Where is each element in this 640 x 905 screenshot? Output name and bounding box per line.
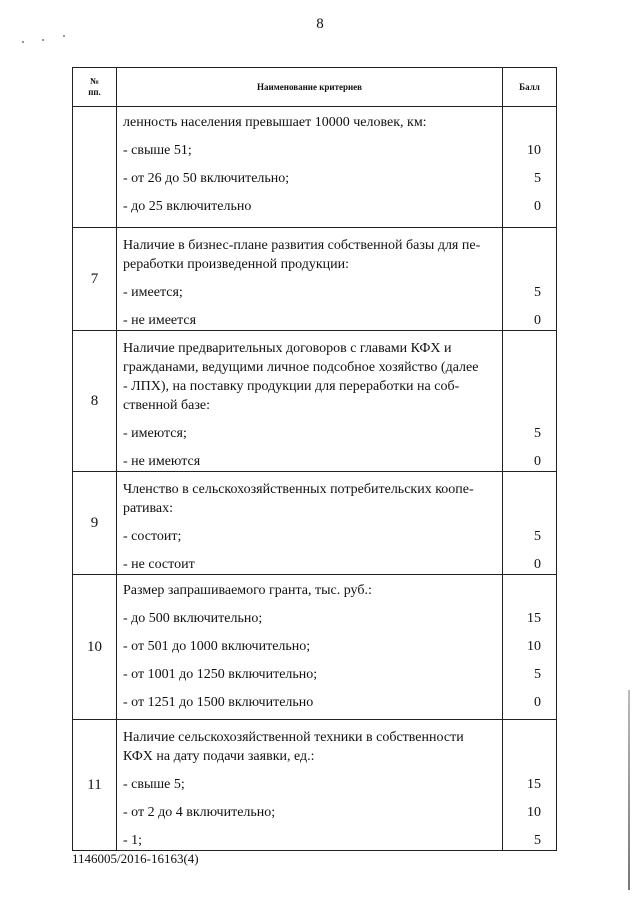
option-score: 5 — [534, 833, 541, 848]
option-label: - имеется; — [123, 285, 183, 300]
page-number: 8 — [316, 16, 324, 32]
option-score: 5 — [534, 426, 541, 441]
option-score: 0 — [534, 454, 541, 469]
option-score: 10 — [527, 639, 541, 654]
option-label: - от 1001 до 1250 включительно; — [123, 667, 318, 682]
row-number: 8 — [73, 331, 117, 472]
row-number: 9 — [73, 472, 117, 575]
score-cell — [503, 228, 557, 331]
criteria-title-line: реработки произведенной продукции: — [123, 257, 350, 272]
option-label: - от 501 до 1000 включительно; — [123, 639, 311, 654]
option-label: - свыше 51; — [123, 143, 192, 158]
option-label: - состоит; — [123, 529, 182, 544]
scan-speck — [22, 41, 24, 43]
criteria-description — [117, 575, 503, 720]
criteria-rows — [73, 107, 557, 851]
option-label: - до 500 включительно; — [123, 611, 263, 626]
option-label: - свыше 5; — [123, 777, 185, 792]
criteria-title-line: Размер запрашиваемого гранта, тыс. руб.: — [123, 583, 372, 598]
criteria-title-line: КФХ на дату подачи заявки, ед.: — [123, 749, 315, 764]
row-number: 10 — [73, 575, 117, 720]
option-score: 0 — [534, 557, 541, 572]
document-code: 1146005/2016-16163(4) — [72, 851, 199, 866]
row-number: 11 — [73, 720, 117, 851]
option-label: - не состоит — [123, 557, 195, 572]
criteria-description — [117, 107, 503, 228]
option-label: - не имеются — [123, 454, 201, 469]
criteria-title-line: - ЛПХ), на поставку продукции для переработки на соб- — [123, 379, 460, 394]
table-header-row — [73, 68, 557, 107]
option-score: 5 — [534, 171, 541, 186]
criteria-title-line: Наличие в бизнес-плане развития собственной базы для пе- — [123, 238, 481, 253]
score-cell — [503, 472, 557, 575]
criteria-description — [117, 720, 503, 851]
option-label: - от 2 до 4 включительно; — [123, 805, 276, 820]
option-label: - до 25 включительно — [123, 199, 252, 214]
header-number — [73, 68, 117, 107]
score-cell — [503, 720, 557, 851]
option-score: 5 — [534, 529, 541, 544]
criteria-title-line: Наличие предварительных договоров с главами КФХ и — [123, 341, 452, 356]
scan-speck — [42, 39, 44, 41]
criteria-title-line: Наличие сельскохозяйственной техники в собственности — [123, 730, 464, 745]
table-row — [73, 107, 557, 228]
option-score: 15 — [527, 777, 541, 792]
criteria-title-line: гражданами, ведущими личное подсобное хозяйство (далее — [123, 360, 479, 375]
table-row — [73, 228, 557, 331]
table-row — [73, 331, 557, 472]
header-number-sign: № — [89, 76, 100, 86]
criteria-description — [117, 228, 503, 331]
criteria-title-line: Членство в сельскохозяйственных потребительских коопе- — [123, 482, 474, 497]
option-score: 15 — [527, 611, 541, 626]
table-row — [73, 720, 557, 851]
header-number-abbr: пп. — [88, 87, 101, 97]
option-score: 0 — [534, 695, 541, 710]
score-cell — [503, 331, 557, 472]
option-label: - 1; — [123, 833, 143, 848]
table-row — [73, 575, 557, 720]
criteria-table — [72, 67, 557, 851]
option-score: 5 — [534, 285, 541, 300]
criteria-title-line: ственной базе: — [123, 398, 211, 413]
option-score: 0 — [534, 313, 541, 328]
scan-edge-mark — [628, 690, 630, 890]
row-number — [73, 107, 117, 228]
header-criteria-name: Наименование критериев — [117, 68, 503, 107]
option-label: - не имеется — [123, 313, 197, 328]
option-score: 10 — [527, 143, 541, 158]
row-number: 7 — [73, 228, 117, 331]
scan-speck — [63, 35, 65, 37]
criteria-description — [117, 331, 503, 472]
criteria-description — [117, 472, 503, 575]
header-score: Балл — [503, 68, 557, 107]
criteria-title-line: ленность населения превышает 10000 человек, км: — [123, 115, 427, 130]
score-cell — [503, 107, 557, 228]
option-score: 0 — [534, 199, 541, 214]
option-score: 10 — [527, 805, 541, 820]
option-label: - от 26 до 50 включительно; — [123, 171, 290, 186]
score-cell — [503, 575, 557, 720]
option-label: - от 1251 до 1500 включительно — [123, 695, 314, 710]
option-score: 5 — [534, 667, 541, 682]
criteria-title-line: ративах: — [123, 501, 173, 516]
option-label: - имеются; — [123, 426, 187, 441]
table-row — [73, 472, 557, 575]
